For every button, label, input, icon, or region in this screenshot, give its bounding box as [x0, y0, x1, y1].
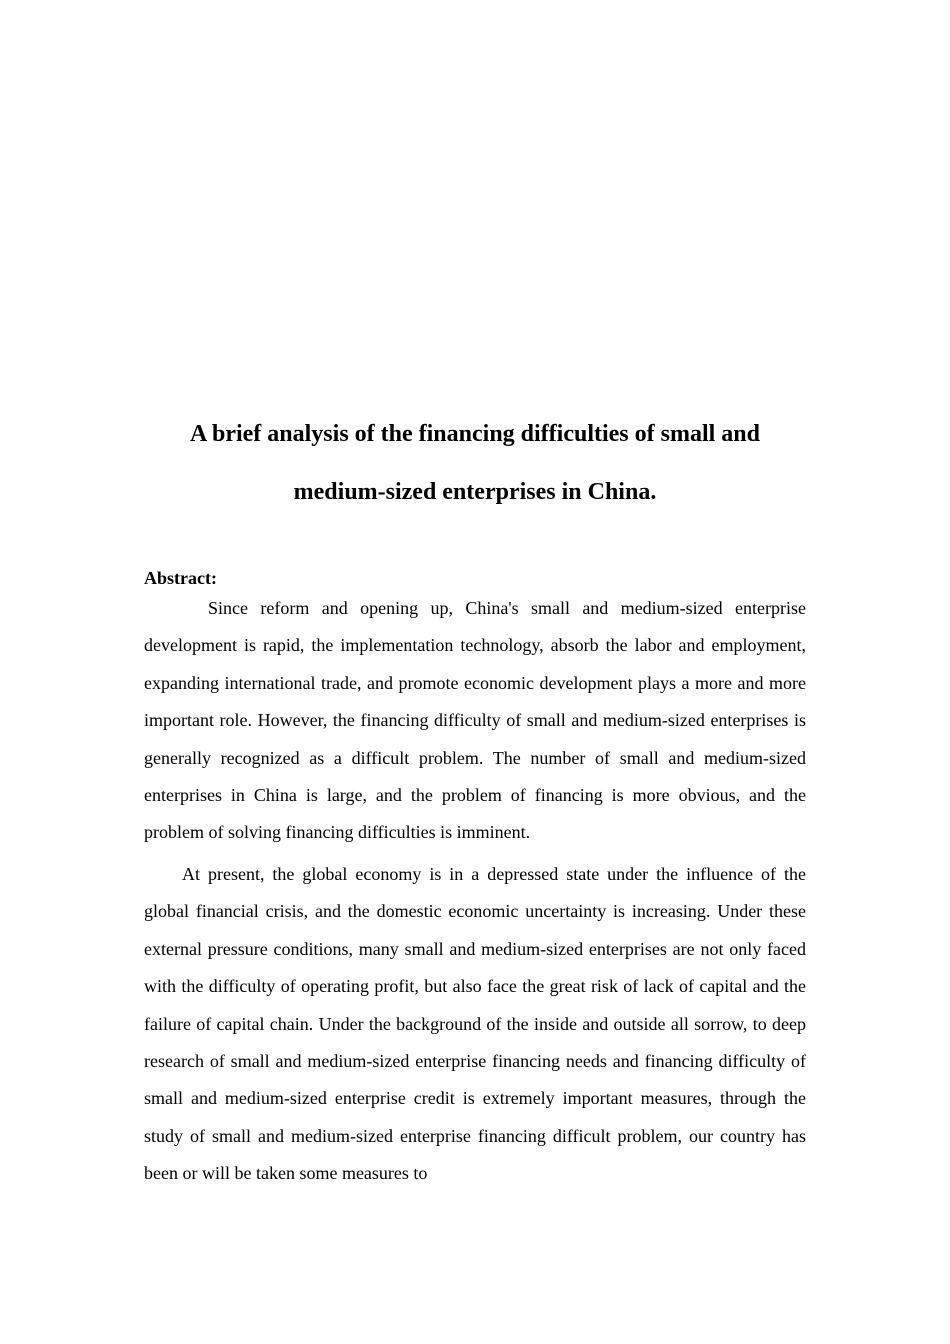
- title-line-2: medium-sized enterprises in China.: [293, 479, 657, 505]
- abstract-heading: Abstract:: [144, 568, 217, 588]
- title-line-1: A brief analysis of the financing difficulties of small and: [189, 421, 761, 447]
- abstract-paragraph-2: At present, the global economy is in a depressed state under the influence of the global financial crisis, and the domestic economic uncertainty is increasing. Under these external pressure conditions, many small and medium-sized enterprises are not only faced with the difficulty of operating profit, but also face the great risk of lack of capital and the failure of capital chain. Under the background of the inside and outside all sorrow, to deep research of small and medium-sized enterprise financing needs and financing difficulty of small and medium-sized enterprise credit is extremely important measures, through the study of small and medium-sized enterprise financing difficult problem, our country has been or will be taken some measures to: [144, 864, 806, 1184]
- abstract-paragraph-1: Since reform and opening up, China's small and medium-sized enterprise development is rapid, the implementation technology, absorb the labor and employment, expanding international trade, and promote economic development plays a more and more important role. However, the financing difficulty of small and medium-sized enterprises is generally recognized as a difficult problem. The number of small and medium-sized enterprises in China is large, and the problem of financing is more obvious, and the problem of solving financing difficulties is imminent.: [144, 598, 806, 843]
- document-title: [144, 405, 806, 521]
